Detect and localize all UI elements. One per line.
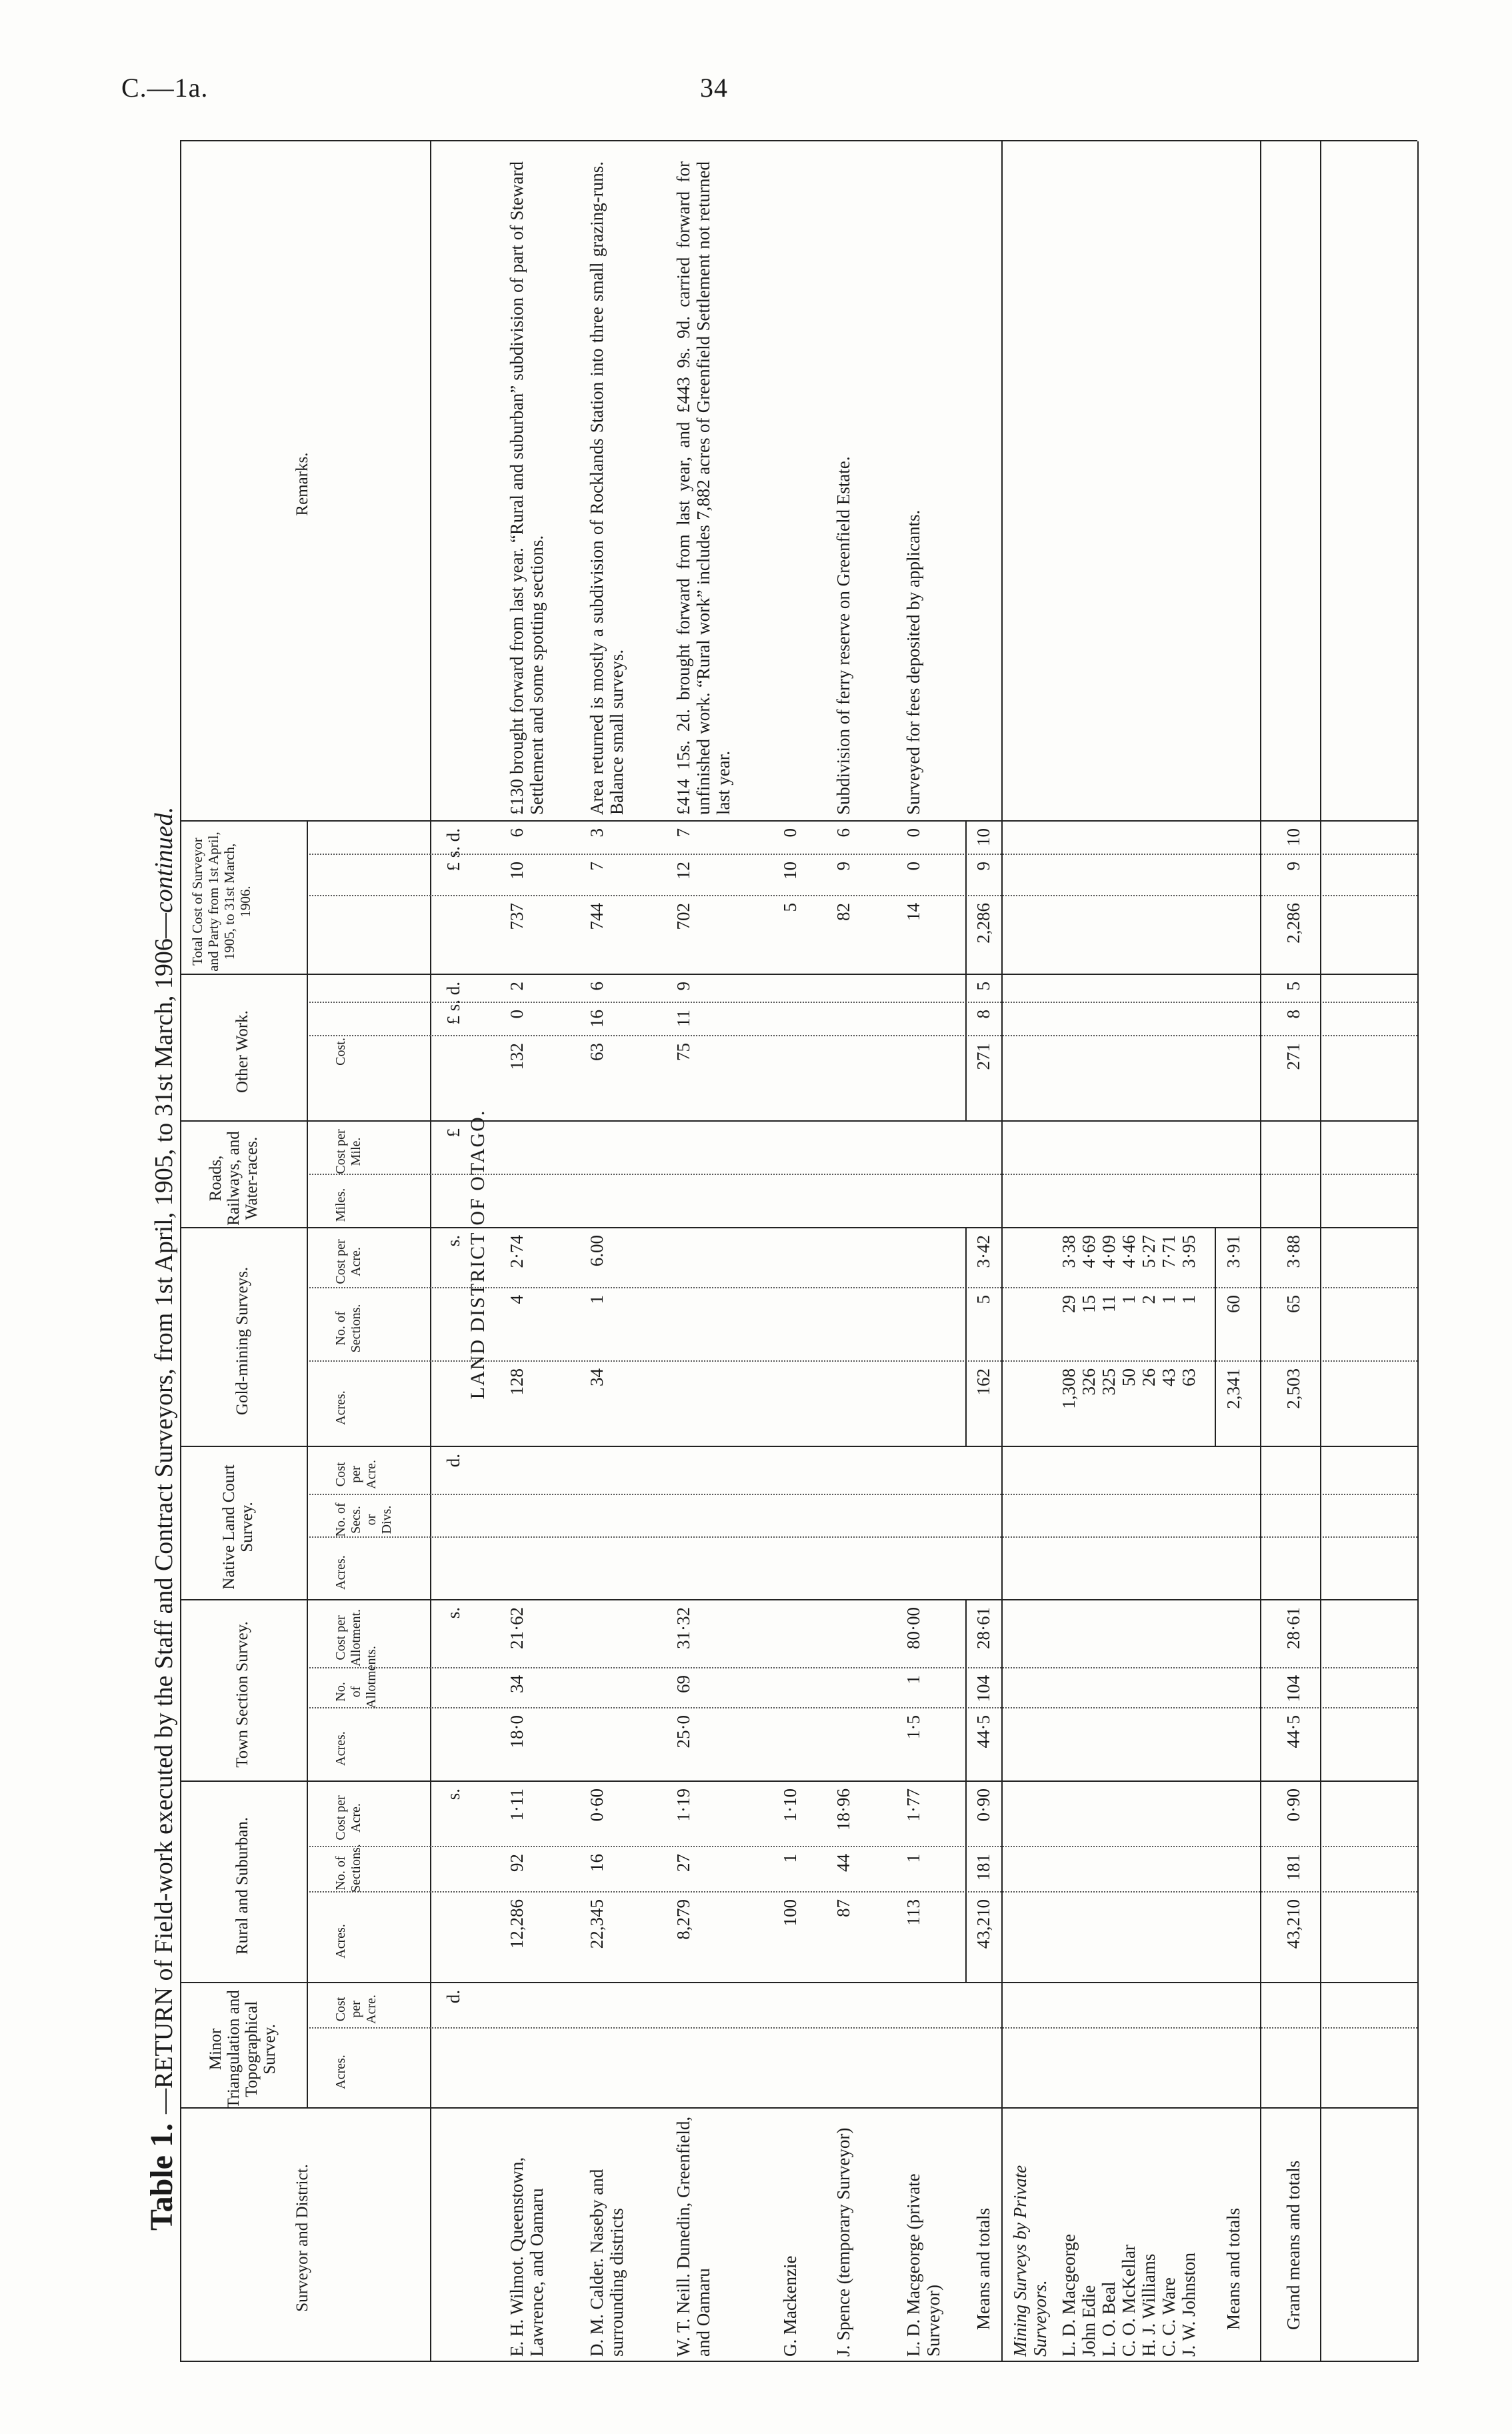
cell-gold_acres: 34 — [587, 1368, 607, 1386]
column-rule — [180, 2107, 1417, 2109]
grand-town_acres: 44·5 — [1283, 1715, 1303, 1748]
cell-total_d: 0 — [903, 828, 923, 838]
cell-gold_cost: 6.00 — [587, 1235, 607, 1267]
subheader-natC: Cost per Acre. — [333, 1460, 379, 1489]
mining-row-name: C. O. McKellar — [1119, 2245, 1139, 2357]
cell-rural_secs: 16 — [587, 1854, 607, 1872]
cell-total_l: 737 — [507, 903, 527, 930]
cell-rural_cost: 0·60 — [587, 1788, 607, 1822]
return-table — [180, 141, 1420, 2362]
rule-line — [1320, 141, 1321, 2362]
grand-other_l: 271 — [1283, 1043, 1303, 1070]
mining-totals-acres: 2,341 — [1223, 1368, 1243, 1409]
rule-line — [965, 822, 967, 1122]
unit-other: £ s. d. — [443, 982, 463, 1025]
unit-rural: s. — [443, 1788, 463, 1800]
mining-secs: 1 — [1159, 1295, 1179, 1304]
table-title — [143, 807, 180, 2231]
mining-acres: 326 — [1079, 1368, 1099, 1396]
cell-total_s: 10 — [780, 862, 800, 880]
mining-cost: 4·46 — [1119, 1235, 1139, 1268]
cell-total_d: 7 — [673, 828, 693, 838]
cell-town_cost: 80·00 — [903, 1607, 923, 1649]
cell-rural_acres: 43,210 — [973, 1899, 993, 1949]
rule-line — [307, 822, 308, 975]
cell-total_s: 0 — [903, 862, 923, 871]
rule-line — [1001, 141, 1003, 2362]
cell-total_d: 0 — [780, 828, 800, 838]
grand-total_s: 9 — [1283, 862, 1303, 871]
mining-row-name: H. J. Williams — [1139, 2253, 1159, 2357]
grand-other_s: 8 — [1283, 1010, 1303, 1019]
column-rule — [180, 1599, 1417, 1600]
mining-cost: 3·95 — [1179, 1235, 1199, 1268]
mining-acres: 63 — [1179, 1368, 1199, 1386]
mining-heading: Mining Surveys by Private Surveyors. — [1010, 2165, 1050, 2357]
subheader-minC: Cost per Acre. — [333, 1995, 379, 2024]
cell-other_s: 16 — [587, 1010, 607, 1028]
cell-rural_secs: 27 — [673, 1854, 693, 1872]
subheader-natA: Acres. — [333, 1555, 348, 1590]
cell-town_acres: 25·0 — [673, 1715, 693, 1748]
cell-town_acres: 44·5 — [973, 1715, 993, 1748]
mining-totals-name: Means and totals — [1223, 2208, 1243, 2330]
grand-rural_secs: 181 — [1283, 1854, 1303, 1881]
mining-secs: 1 — [1179, 1295, 1199, 1304]
rule-line — [307, 1983, 308, 2109]
mining-row-name: L. O. Beal — [1099, 2281, 1119, 2357]
row-name: Means and totals — [973, 2208, 993, 2330]
subheader-goldC: Cost per Acre. — [333, 1239, 363, 1284]
cell-rural_acres: 22,345 — [587, 1899, 607, 1949]
rule-line — [1215, 1228, 1216, 1447]
cell-other_d: 5 — [973, 982, 993, 991]
subheader-natN: No. of Secs. or Divs. — [333, 1502, 394, 1537]
cell-rural_acres: 8,279 — [673, 1899, 693, 1940]
cell-town_acres: 1·5 — [903, 1715, 923, 1739]
cell-total_l: 744 — [587, 903, 607, 930]
subheader-townC: Cost per Allotment. — [333, 1608, 363, 1667]
rule-line — [307, 1600, 308, 1782]
subheader-townA: Acres. — [333, 1731, 348, 1766]
cell-total_d: 10 — [973, 828, 993, 846]
cell-total_l: 5 — [780, 903, 800, 912]
cell-other_d: 9 — [673, 982, 693, 991]
row-name: G. Mackenzie — [780, 2255, 800, 2357]
cell-total_d: 6 — [833, 828, 853, 838]
rule-line — [307, 1228, 308, 1447]
row-remarks: Area returned is mostly a subdivision of Rocklands Station into three small grazing-runs. Balance small surveys. — [587, 161, 627, 815]
table-title-text: —RETURN of Field-work executed by the Staff and Contract Surveyors, from 1st April, 1905, to 31st March, 1906— — [150, 913, 178, 2115]
rule-line — [307, 1782, 308, 1983]
cell-total_d: 3 — [587, 828, 607, 838]
mining-acres: 43 — [1159, 1368, 1179, 1386]
cell-rural_cost: 1·11 — [507, 1788, 527, 1821]
cell-other_d: 6 — [587, 982, 607, 991]
mining-secs: 2 — [1139, 1295, 1159, 1304]
mining-cost: 3·38 — [1059, 1235, 1079, 1268]
mining-row-name: L. D. Macgeorge — [1059, 2234, 1079, 2357]
subheader-rdC: Cost per Mile. — [333, 1129, 363, 1174]
subheader-goldA: Acres. — [333, 1390, 348, 1425]
header-minor-triangulation: Minor Triangulation and Topographical Survey. — [207, 1990, 279, 2109]
rule-line — [307, 1122, 308, 1228]
district-heading: LAND DISTRICT OF OTAGO. — [467, 1109, 489, 1400]
rule-line — [180, 141, 181, 2362]
cell-other_d: 2 — [507, 982, 527, 991]
mining-secs: 29 — [1059, 1295, 1079, 1313]
cell-total_s: 10 — [507, 862, 527, 880]
cell-town_cost: 28·61 — [973, 1607, 993, 1649]
mining-acres: 325 — [1099, 1368, 1119, 1396]
cell-other_l: 271 — [973, 1043, 993, 1070]
rule-line — [1260, 141, 1261, 2362]
cell-rural_secs: 181 — [973, 1854, 993, 1881]
mining-acres: 26 — [1139, 1368, 1159, 1386]
cell-total_s: 9 — [833, 862, 853, 871]
row-name: D. M. Calder. Naseby and surrounding districts — [587, 2169, 627, 2357]
cell-total_l: 14 — [903, 903, 923, 921]
cell-gold_cost: 2·74 — [507, 1235, 527, 1268]
header-total-cost: Total Cost of Surveyor and Party from 1st April, 1905, to 31st March, 1906. — [189, 832, 253, 972]
cell-town_cost: 31·32 — [673, 1607, 693, 1649]
cell-other_s: 11 — [673, 1010, 693, 1027]
rule-line — [965, 1228, 967, 1447]
rule-line — [1417, 141, 1419, 2362]
header-surveyor: Surveyor and District. — [293, 2164, 311, 2312]
subheader-rurA: Acres. — [333, 1924, 348, 1959]
grand-rural_cost: 0·90 — [1283, 1788, 1303, 1822]
cell-gold_secs: 1 — [587, 1295, 607, 1304]
cell-rural_secs: 1 — [780, 1854, 800, 1863]
rule-line — [965, 1782, 967, 1983]
grand-gold_cost: 3·88 — [1283, 1235, 1303, 1268]
rule-line — [307, 975, 308, 1122]
grand-gold_acres: 2,503 — [1283, 1368, 1303, 1409]
row-remarks: Subdivision of ferry reserve on Greenfield Estate. — [833, 456, 853, 815]
mining-secs: 1 — [1119, 1295, 1139, 1304]
cell-total_d: 6 — [507, 828, 527, 838]
cell-gold_acres: 128 — [507, 1368, 527, 1396]
header-gold-mining: Gold-mining Surveys. — [233, 1266, 251, 1416]
header-roads: Roads, Railways, and Water-races. — [207, 1131, 261, 1226]
unit-roads: £ — [443, 1128, 463, 1138]
row-remarks: £130 brought forward from last year. “Rural and suburban” subdivision of part of Steward Settlement and some spotting sections. — [507, 161, 547, 815]
cell-total_l: 82 — [833, 903, 853, 921]
cell-rural_cost: 1·10 — [780, 1788, 800, 1822]
cell-rural_acres: 87 — [833, 1899, 853, 1917]
grand-total_l: 2,286 — [1283, 903, 1303, 944]
unit-native: d. — [443, 1454, 463, 1468]
grand-town_allot: 104 — [1283, 1675, 1303, 1702]
column-rule — [180, 1780, 1417, 1782]
row-name: E. H. Wilmot. Queenstown, Lawrence, and Oamaru — [507, 2157, 547, 2357]
subheader-townN: No. of Allotments. — [333, 1646, 379, 1708]
header-remarks: Remarks. — [293, 452, 311, 516]
cell-total_s: 7 — [587, 862, 607, 871]
grand-rural_acres: 43,210 — [1283, 1899, 1303, 1949]
cell-town_acres: 18·0 — [507, 1715, 527, 1748]
cell-total_s: 12 — [673, 862, 693, 880]
cell-rural_acres: 113 — [903, 1899, 923, 1926]
cell-rural_cost: 1·19 — [673, 1788, 693, 1822]
header-other-work: Other Work. — [233, 1010, 251, 1093]
mining-acres: 50 — [1119, 1368, 1139, 1386]
unit-min: d. — [443, 1990, 463, 2004]
page-reference: C.—1a. — [121, 73, 209, 103]
subheader-rurC: Cost per Acre. — [333, 1795, 363, 1841]
cell-gold_secs: 4 — [507, 1295, 527, 1304]
cell-other_l: 132 — [507, 1043, 527, 1070]
grand-name: Grand means and totals — [1283, 2160, 1303, 2330]
unit-total: £ s. d. — [443, 828, 463, 872]
cell-town_allot: 69 — [673, 1675, 693, 1693]
row-name: W. T. Neill. Dunedin, Greenfield, and Oamaru — [673, 2116, 713, 2357]
grand-gold_secs: 65 — [1283, 1295, 1303, 1313]
cell-gold_acres: 162 — [973, 1368, 993, 1396]
mining-row-name: John Edie — [1079, 2285, 1099, 2357]
mining-totals-cost: 3·91 — [1223, 1235, 1243, 1268]
cell-other_s: 0 — [507, 1010, 527, 1019]
mining-row-name: C. C. Ware — [1159, 2277, 1179, 2357]
page-number: 34 — [700, 73, 728, 103]
mining-totals-secs: 60 — [1223, 1295, 1243, 1313]
mining-cost: 4·69 — [1079, 1235, 1099, 1268]
header-town-section: Town Section Survey. — [233, 1621, 251, 1768]
cell-rural_cost: 18·96 — [833, 1788, 853, 1831]
mining-cost: 4·09 — [1099, 1235, 1119, 1268]
cell-rural_secs: 44 — [833, 1854, 853, 1872]
cell-town_allot: 104 — [973, 1675, 993, 1702]
cell-town_allot: 34 — [507, 1675, 527, 1693]
cell-other_l: 63 — [587, 1043, 607, 1061]
row-remarks: £414 15s. 2d. brought forward from last year, and £443 9s. 9d. carried forward for unfinished work. “Rural work” includes 7,882 acres of Greenfield Settlement not returned last year. — [673, 161, 733, 815]
header-rural-suburban: Rural and Suburban. — [233, 1816, 251, 1955]
cell-other_s: 8 — [973, 1010, 993, 1019]
column-rule — [180, 1120, 1417, 1122]
column-rule — [180, 1227, 1417, 1228]
grand-other_d: 5 — [1283, 982, 1303, 991]
rule-line — [965, 1600, 967, 1782]
subheader-rdM: Miles. — [333, 1188, 348, 1222]
row-name: J. Spence (temporary Surveyor) — [833, 2127, 853, 2357]
table-title-continued: continued. — [150, 806, 178, 914]
grand-town_cost: 28·61 — [1283, 1607, 1303, 1649]
rule-line — [430, 141, 431, 2362]
header-native-land-court: Native Land Court Survey. — [220, 1464, 256, 1590]
cell-rural_acres: 12,286 — [507, 1899, 527, 1949]
cell-total_l: 2,286 — [973, 903, 993, 944]
row-name: L. D. Macgeorge (private Surveyor) — [903, 2173, 943, 2357]
row-remarks: Surveyed for fees deposited by applicants. — [903, 509, 923, 815]
cell-total_l: 702 — [673, 903, 693, 930]
subheader-goldN: No. of Sections. — [333, 1304, 363, 1353]
cell-rural_secs: 1 — [903, 1854, 923, 1863]
column-rule — [180, 140, 1417, 141]
table-label: Table 1. — [144, 2123, 179, 2231]
cell-town_cost: 21·62 — [507, 1607, 527, 1649]
mining-secs: 15 — [1079, 1295, 1099, 1313]
cell-rural_acres: 100 — [780, 1899, 800, 1927]
cell-other_l: 75 — [673, 1043, 693, 1061]
cell-rural_cost: 0·90 — [973, 1788, 993, 1822]
grand-total_d: 10 — [1283, 828, 1303, 846]
column-rule — [180, 820, 1417, 822]
mining-cost: 5·27 — [1139, 1235, 1159, 1268]
cell-total_s: 9 — [973, 862, 993, 871]
subheader-rurN: No. of Sections. — [333, 1844, 363, 1893]
unit-town: s. — [443, 1607, 463, 1619]
subheader-minA: Acres. — [333, 2055, 348, 2089]
cell-rural_secs: 92 — [507, 1854, 527, 1872]
cell-gold_secs: 5 — [973, 1295, 993, 1304]
rule-line — [307, 1447, 308, 1600]
cell-gold_cost: 3·42 — [973, 1235, 993, 1268]
column-rule — [180, 2361, 1417, 2362]
mining-cost: 7·71 — [1159, 1235, 1179, 1268]
subheader-othL: Cost. — [333, 1038, 348, 1066]
mining-acres: 1,308 — [1059, 1368, 1079, 1409]
mining-secs: 11 — [1099, 1295, 1119, 1312]
mining-row-name: J. W. Johnston — [1179, 2252, 1199, 2357]
cell-rural_cost: 1·77 — [903, 1788, 923, 1822]
unit-gold: s. — [443, 1235, 463, 1247]
cell-town_allot: 1 — [903, 1675, 923, 1684]
